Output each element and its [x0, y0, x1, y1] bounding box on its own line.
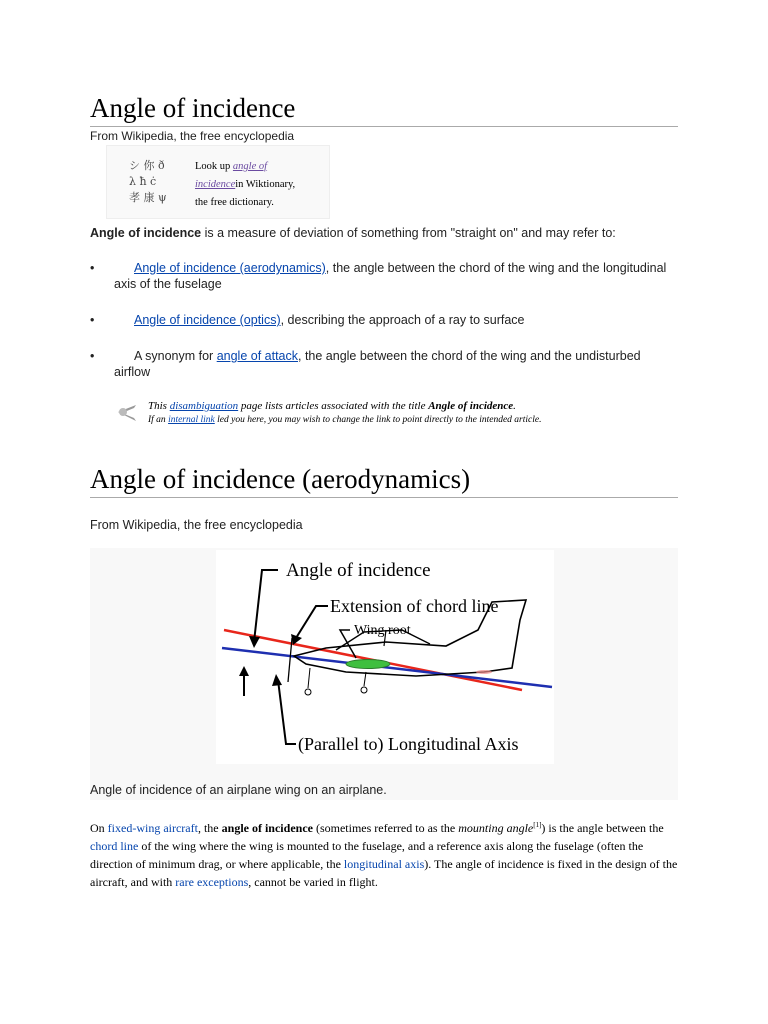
- chord-line-link[interactable]: chord line: [90, 839, 139, 853]
- list-item-text: , the angle between the chord of the wing and the longitudinal axis of the fuselage: [114, 261, 667, 291]
- wiktionary-lookup-label: Look up: [195, 161, 233, 172]
- list-item: [90, 348, 678, 380]
- wing-root-label: Wing root: [354, 623, 411, 638]
- page-title: Angle of incidence: [90, 92, 678, 127]
- list-item-text: , the angle between the chord of the wing and the undisturbed airflow: [114, 349, 641, 379]
- wiktionary-logo-line: λ ħ ċ: [129, 175, 157, 188]
- wiktionary-text: [195, 158, 325, 212]
- aerodynamics-link[interactable]: Angle of incidence (aerodynamics): [134, 261, 326, 275]
- wiktionary-logo-line: シ 你 ð: [129, 159, 165, 172]
- article-text: ) is the angle between the: [541, 821, 664, 835]
- notice-line1: [148, 400, 516, 412]
- tail-marker: [476, 670, 492, 674]
- disambiguation-link[interactable]: disambiguation: [169, 400, 239, 412]
- section-subtitle: From Wikipedia, the free encyclopedia: [90, 518, 303, 532]
- article-text: (sometimes referred to as the: [312, 821, 459, 835]
- article-bold-term: angle of incidence: [221, 821, 313, 835]
- article-text: , the: [197, 821, 222, 835]
- disambiguation-icon: [114, 399, 140, 425]
- wiktionary-logo-icon: [129, 158, 175, 206]
- bullet-icon: •: [90, 313, 95, 327]
- article-text: On: [90, 821, 108, 835]
- notice-text: If an: [148, 415, 169, 425]
- notice-line2: [148, 415, 541, 425]
- list-item: [90, 312, 678, 328]
- airplane-diagram: [216, 550, 554, 764]
- wing-root-airfoil: [346, 660, 390, 669]
- citation-link[interactable]: [1]: [533, 821, 542, 829]
- article-text: of the wing where the wing is mounted to the fuselage, and a reference axis along the fuselage (often the direction of minimum drag, or where applicable, the: [90, 839, 644, 871]
- list-item-prefix: A synonym for: [134, 349, 217, 363]
- wiktionary-dictionary-label: the free dictionary.: [195, 197, 274, 208]
- notice-text: This: [148, 400, 170, 412]
- section-title: Angle of incidence (aerodynamics): [90, 463, 678, 498]
- notice-text: page lists articles associated with the title: [238, 400, 429, 412]
- article-text: ). The angle of incidence is fixed in the design of the aircraft, and with: [90, 857, 678, 889]
- bullet-icon: •: [90, 349, 95, 363]
- intro-text: is a measure of deviation of something from "straight on" and may refer to:: [201, 226, 616, 240]
- list-item-text: , describing the approach of a ray to surface: [280, 313, 525, 327]
- angle-label: Angle of incidence: [286, 560, 431, 581]
- angle-of-attack-link[interactable]: angle of attack: [216, 349, 298, 363]
- wiktionary-term-link[interactable]: angle of: [232, 161, 268, 172]
- longitudinal-axis-link[interactable]: longitudinal axis: [343, 857, 425, 871]
- axis-label: (Parallel to) Longitudinal Axis: [298, 734, 519, 754]
- page-subtitle: From Wikipedia, the free encyclopedia: [90, 129, 295, 143]
- article-paragraph: [90, 816, 678, 891]
- internal-link[interactable]: internal link: [168, 415, 215, 425]
- bullet-icon: •: [90, 261, 95, 275]
- wiktionary-logo-line: 孝 康 ψ: [129, 191, 167, 204]
- article-text: , cannot be varied in flight.: [248, 875, 378, 889]
- intro-paragraph: [90, 226, 678, 240]
- extension-label: Extension of chord line: [330, 596, 499, 616]
- fixed-wing-link[interactable]: fixed-wing aircraft: [107, 821, 198, 835]
- figure-caption: Angle of incidence of an airplane wing on an airplane.: [90, 783, 387, 797]
- wiktionary-in-label: in Wiktionary,: [235, 179, 296, 190]
- optics-link[interactable]: Angle of incidence (optics): [134, 313, 281, 327]
- notice-text: led you here, you may wish to change the link to point directly to the intended article.: [214, 415, 542, 425]
- figure: [90, 548, 678, 800]
- wiktionary-term-link-cont[interactable]: incidence: [195, 179, 236, 190]
- article-italic-term: mounting angle: [458, 821, 534, 835]
- notice-bold-title: Angle of incidence: [428, 400, 514, 412]
- list-item: [90, 260, 678, 292]
- wiktionary-box: [106, 145, 330, 219]
- rare-exceptions-link[interactable]: rare exceptions: [175, 875, 249, 889]
- notice-text: .: [513, 400, 516, 412]
- intro-bold-term: Angle of incidence: [90, 226, 202, 240]
